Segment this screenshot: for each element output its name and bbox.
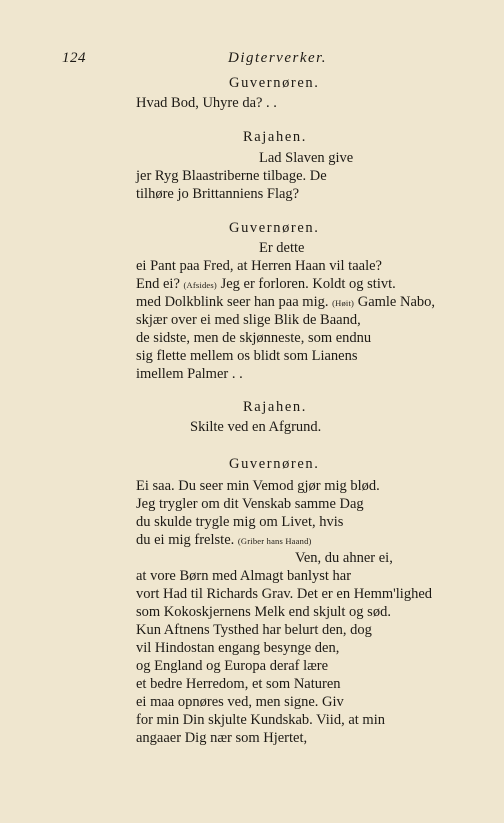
- verse-line: og England og Europa deraf lære: [136, 658, 329, 674]
- verse-line: vort Had til Richards Grav. Det er en Hemm'lighed: [136, 586, 433, 602]
- verse-line: ei Pant paa Fred, at Herren Haan vil taale?: [136, 258, 382, 274]
- stage-direction: (Griber hans Haand): [237, 536, 312, 546]
- verse-line: jer Ryg Blaastriberne tilbage. De: [136, 168, 327, 184]
- speaker-name: Guvernøren.: [229, 75, 320, 91]
- verse-line: at vore Børn med Almagt banlyst har: [136, 568, 352, 584]
- verse-line: Hvad Bod, Uhyre da? . .: [136, 95, 277, 111]
- verse-fragment: Jeg er forloren. Koldt og stivt.: [216, 276, 396, 292]
- verse-line: Er dette: [259, 240, 305, 256]
- verse-fragment: du ei mig frelste.: [136, 532, 238, 548]
- verse-line: Ven, du ahner ei,: [295, 550, 393, 566]
- verse-line: [136, 293, 435, 312]
- running-title: Digterverker.: [228, 50, 328, 66]
- verse-line: [136, 531, 312, 550]
- speaker-name: Rajahen.: [243, 129, 307, 145]
- verse-line: Skilte ved en Afgrund.: [190, 419, 322, 435]
- verse-line: et bedre Herredom, et som Naturen: [136, 676, 341, 692]
- verse-line: Ei saa. Du seer min Vemod gjør mig blød.: [136, 478, 380, 494]
- stage-direction: (Høit): [332, 298, 355, 308]
- verse-line: tilhøre jo Brittanniens Flag?: [136, 186, 300, 202]
- verse-line: Lad Slaven give: [259, 150, 354, 166]
- verse-fragment: Gamle Nabo,: [354, 294, 436, 310]
- verse-line: som Kokoskjernens Melk end skjult og sød.: [136, 604, 391, 620]
- verse-line: angaaer Dig nær som Hjertet,: [136, 730, 308, 746]
- verse-line: Jeg trygler om dit Venskab samme Dag: [136, 496, 364, 512]
- verse-line: vil Hindostan engang besynge den,: [136, 640, 340, 656]
- verse-line: du skulde trygle mig om Livet, hvis: [136, 514, 344, 530]
- verse-line: imellem Palmer . .: [136, 366, 243, 382]
- verse-fragment: med Dolkblink seer han paa mig.: [136, 294, 333, 310]
- verse-line: de sidste, men de skjønneste, som endnu: [136, 330, 372, 346]
- speaker-name: Guvernøren.: [229, 456, 320, 472]
- stage-direction: (Afsides): [183, 280, 217, 290]
- verse-line: skjær over ei med slige Blik de Baand,: [136, 312, 361, 328]
- verse-line: [136, 275, 396, 294]
- page-number: 124: [62, 50, 86, 66]
- verse-line: Kun Aftnens Tysthed har belurt den, dog: [136, 622, 372, 638]
- verse-line: for min Din skjulte Kundskab. Viid, at min: [136, 712, 385, 728]
- speaker-name: Rajahen.: [243, 399, 307, 415]
- verse-fragment: End ei?: [136, 276, 184, 292]
- verse-line: ei maa opnøres ved, men signe. Giv: [136, 694, 344, 710]
- verse-line: sig flette mellem os blidt som Lianens: [136, 348, 358, 364]
- speaker-name: Guvernøren.: [229, 220, 320, 236]
